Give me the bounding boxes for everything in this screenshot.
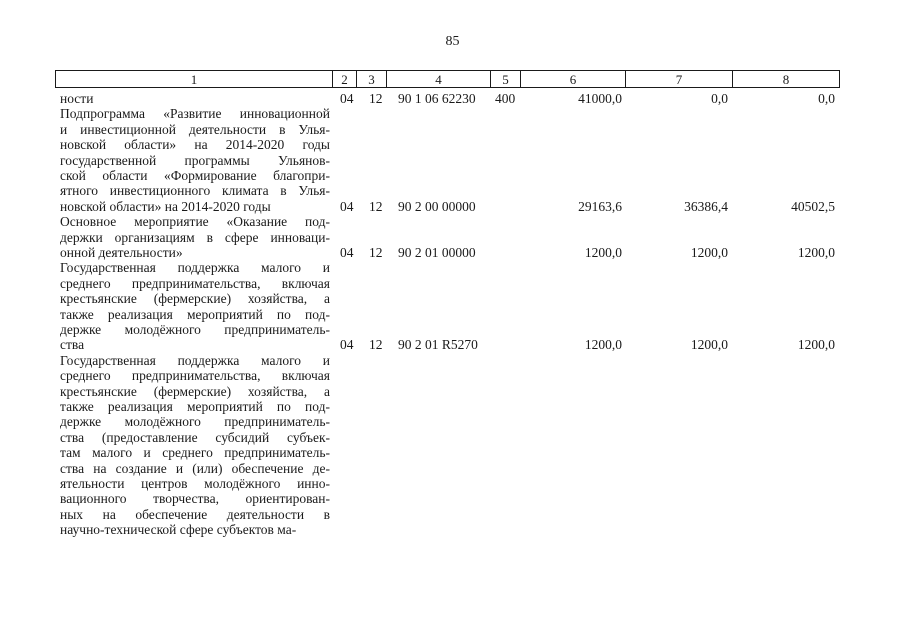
row-description xyxy=(60,214,330,260)
row-description xyxy=(60,353,330,538)
row-description xyxy=(60,106,330,214)
cell-c7: 1200,0 xyxy=(690,244,728,260)
description-line: ства на создание и (или) обеспечение де- xyxy=(60,460,330,476)
description-line: держке молодёжного предприниматель- xyxy=(60,322,330,338)
description-line: Основное мероприятие «Оказание под- xyxy=(60,214,330,230)
description-line: держки организациям в сфере инноваци- xyxy=(60,229,330,245)
cell-c8: 40502,5 xyxy=(791,198,835,214)
description-line: государственной программы Ульянов- xyxy=(60,152,330,168)
cell-c3: 12 xyxy=(369,244,383,260)
description-line: ности xyxy=(60,91,94,106)
header-col-8: 8 xyxy=(782,72,790,87)
cell-c4: 90 2 00 00000 xyxy=(398,198,476,214)
description-line: новской области» на 2014-2020 годы xyxy=(60,198,271,214)
description-line: Государственная поддержка малого и xyxy=(60,260,330,276)
header-col-2: 2 xyxy=(333,71,357,87)
cell-c6: 1200,0 xyxy=(584,337,622,353)
header-col-6: 6 xyxy=(521,71,626,87)
cell-c3: 12 xyxy=(369,198,383,214)
description-line: ных на обеспечение деятельности в xyxy=(60,506,330,522)
description-line: среднего предпринимательства, включая xyxy=(60,275,330,291)
page-number: 85 xyxy=(445,34,460,49)
cell-c4: 90 2 01 R5270 xyxy=(398,337,478,353)
description-line: ства xyxy=(60,337,85,353)
description-line: научно-технической сфере субъектов ма- xyxy=(60,522,297,538)
cell-c2: 04 xyxy=(340,337,354,353)
cell-c5: 400 xyxy=(495,91,516,106)
description-line: Подпрограмма «Развитие инновационной xyxy=(60,106,330,122)
description-line: новской области» на 2014-2020 годы xyxy=(60,137,330,153)
row-description xyxy=(60,91,330,106)
description-line: ятного инвестиционного климата в Улья- xyxy=(60,183,330,199)
header-col-7: 7 xyxy=(626,71,733,87)
description-line: также реализация мероприятий по под- xyxy=(60,306,330,322)
cell-c2: 04 xyxy=(340,198,354,214)
description-line: онной деятельности» xyxy=(60,245,183,260)
header-col-3: 3 xyxy=(357,71,387,87)
description-line: крестьянские (фермерские) хозяйства, а xyxy=(60,291,330,307)
table-header xyxy=(55,70,840,88)
description-line: Государственная поддержка малого и xyxy=(60,352,330,368)
header-col-4: 4 xyxy=(387,71,491,87)
description-line: и инвестиционной деятельности в Улья- xyxy=(60,121,330,137)
cell-c7: 1200,0 xyxy=(690,337,728,353)
row-description xyxy=(60,260,330,352)
header-col-1: 1 xyxy=(56,71,333,87)
cell-c4: 90 1 06 62230 xyxy=(398,91,476,106)
cell-c4: 90 2 01 00000 xyxy=(398,244,476,260)
description-line: там малого и среднего предприниматель- xyxy=(60,445,330,461)
description-line: также реализация мероприятий по под- xyxy=(60,399,330,415)
cell-c6: 1200,0 xyxy=(584,244,622,260)
cell-c6: 29163,6 xyxy=(578,198,622,214)
cell-c6: 41000,0 xyxy=(578,91,622,106)
description-line: держке молодёжного предприниматель- xyxy=(60,414,330,430)
description-line: ства (предоставление субсидий субъек- xyxy=(60,429,330,445)
header-col-5: 5 xyxy=(491,71,521,87)
description-line: ской области «Формирование благопри- xyxy=(60,168,330,184)
cell-c3: 12 xyxy=(369,91,383,106)
cell-c7: 36386,4 xyxy=(684,198,728,214)
cell-c2: 04 xyxy=(340,244,354,260)
cell-c2: 04 xyxy=(340,91,354,106)
description-line: вационного творчества, ориентирован- xyxy=(60,491,330,507)
cell-c8: 1200,0 xyxy=(797,244,835,260)
description-line: ятельности центров молодёжного инно- xyxy=(60,476,330,492)
cell-c8: 1200,0 xyxy=(797,337,835,353)
cell-c8: 0,0 xyxy=(818,91,835,106)
cell-c7: 0,0 xyxy=(711,91,728,106)
description-line: крестьянские (фермерские) хозяйства, а xyxy=(60,383,330,399)
description-line: среднего предпринимательства, включая xyxy=(60,368,330,384)
cell-c3: 12 xyxy=(369,337,383,353)
